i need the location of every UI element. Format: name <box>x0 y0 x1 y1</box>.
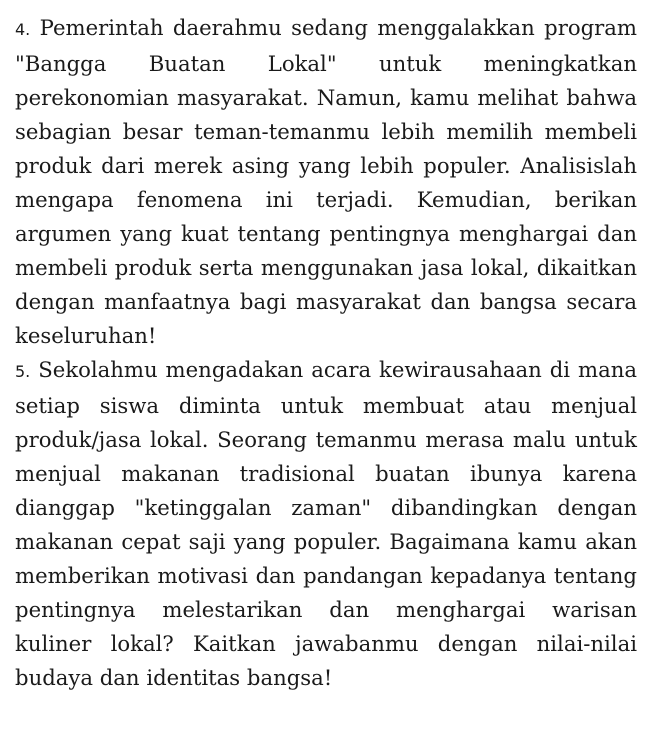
question-number: 5. <box>15 362 31 381</box>
question-list <box>15 11 637 695</box>
question-5 <box>15 353 637 695</box>
question-4 <box>15 11 637 353</box>
question-number: 4. <box>15 20 31 39</box>
question-text: Sekolahmu mengadakan acara kewirausahaan di mana setiap siswa diminta untuk membuat atau menjual produk/jasa lokal. Seorang temanmu merasa malu untuk menjual makanan tradisional buatan ibunya karena dianggap "ketinggalan zaman" dibandingkan dengan makanan cepat saji yang populer. Bagaimana kamu akan memberikan motivasi dan pandangan kepadanya tentang pentingnya melestarikan dan menghargai warisan kuliner lokal? Kaitkan jawabanmu dengan nilai-nilai budaya dan identitas bangsa! <box>15 357 637 690</box>
question-text: Pemerintah daerahmu sedang menggalakkan program "Bangga Buatan Lokal" untuk meningkatkan perekonomian masyarakat. Namun, kamu melihat bahwa sebagian besar teman-temanmu lebih memilih membeli produk dari merek asing yang lebih populer. Analisislah mengapa fenomena ini terjadi. Kemudian, berikan argumen yang kuat tentang pentingnya menghargai dan membeli produk serta menggunakan jasa lokal, dikaitkan dengan manfaatnya bagi masyarakat dan bangsa secara keseluruhan! <box>15 15 637 348</box>
